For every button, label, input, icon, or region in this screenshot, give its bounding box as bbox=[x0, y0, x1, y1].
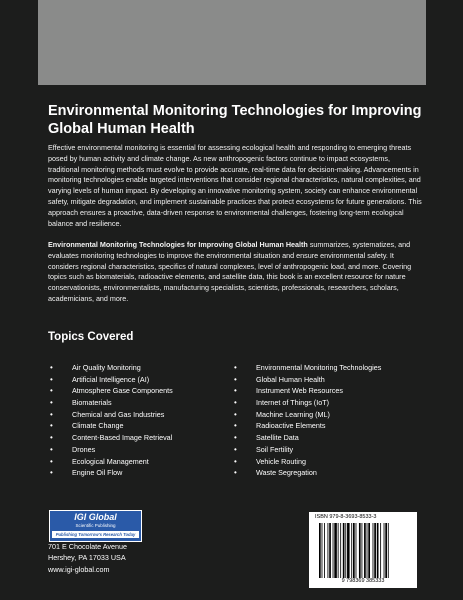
topic-item: • Internet of Things (IoT) bbox=[234, 397, 381, 409]
top-gray-band bbox=[38, 0, 426, 85]
topics-heading: Topics Covered bbox=[48, 331, 134, 343]
isbn-barcode bbox=[309, 512, 417, 588]
topic-item: • Environmental Monitoring Technologies bbox=[234, 362, 381, 374]
topics-list-left bbox=[50, 362, 173, 479]
topic-item: • Biomaterials bbox=[50, 397, 173, 409]
topic-item: • Radioactive Elements bbox=[234, 420, 381, 432]
topic-item: • Machine Learning (ML) bbox=[234, 409, 381, 421]
logo-main-text: IGI Global bbox=[74, 512, 117, 522]
isbn-text: ISBN 979-8-3693-8533-3 bbox=[315, 514, 377, 520]
summary-text: summarizes, systematizes, and evaluates monitoring technologies to improve the environmental situation and ensure environmental safety. It considers regional characteristics, specifics of natural complexes, level of anthropogenic load, and more. Covering topics such as biomaterials, radioactive elements, and satellite data, this book is an excellent resource for nature conservationists, environmentalists, manufacturing specialists, scientists, professionals, researchers, scholars, academicians, and more. bbox=[48, 240, 412, 303]
description-paragraph: Effective environmental monitoring is essential for assessing ecological health and responding to emerging threats posed by human activity and climate change. As new anthropogenic factors continue to impact ecosystems, traditional monitoring methods must evolve to provide accurate, real-time data for decision-making. Advancements in monitoring technologies enable targeted interventions that consider regional characteristics, natural complexities, and varying levels of human impact. By developing an innovative monitoring system, society can enhance environmental safety, mitigate degradation, and implement sustainable practices that protect ecosystems for future generations. This approach ensures a proactive, data-driven response to environmental challenges, fostering long-term ecological balance and resilience. bbox=[48, 143, 422, 228]
summary-bold-title: Environmental Monitoring Technologies for Improving Global Human Health bbox=[48, 240, 308, 249]
topic-item: • Climate Change bbox=[50, 420, 173, 432]
barcode-number: 9 798369 385333 bbox=[341, 578, 385, 584]
barcode-bars bbox=[319, 523, 413, 578]
address-line-2: Hershey, PA 17033 USA bbox=[48, 553, 126, 563]
topic-item: • Ecological Management bbox=[50, 456, 173, 468]
topic-item: • Satellite Data bbox=[234, 432, 381, 444]
logo-subtitle: Scientific Publishing bbox=[75, 523, 116, 528]
topic-item: • Content-Based Image Retrieval bbox=[50, 432, 173, 444]
address-line-1: 701 E Chocolate Avenue bbox=[48, 542, 127, 551]
topic-item: • Waste Segregation bbox=[234, 467, 381, 479]
topic-item: • Vehicle Routing bbox=[234, 456, 381, 468]
topics-list-right bbox=[234, 362, 381, 479]
publisher-address bbox=[48, 541, 127, 575]
publisher-logo bbox=[49, 510, 142, 542]
topic-item: • Air Quality Monitoring bbox=[50, 362, 173, 374]
topic-item: • Instrument Web Resources bbox=[234, 385, 381, 397]
summary-paragraph bbox=[48, 240, 423, 305]
topic-item: • Engine Oil Flow bbox=[50, 467, 173, 479]
logo-tagline: Publishing Tomorrow's Research Today bbox=[52, 531, 139, 538]
topic-item: • Soil Fertility bbox=[234, 444, 381, 456]
topic-item: • Global Human Health bbox=[234, 374, 381, 386]
book-title: Environmental Monitoring Technologies for Improving Global Human Health bbox=[48, 103, 422, 137]
topic-item: • Atmosphere Gase Components bbox=[50, 385, 173, 397]
topic-item: • Drones bbox=[50, 444, 173, 456]
topic-item: • Artificial Intelligence (AI) bbox=[50, 374, 173, 386]
topic-item: • Chemical and Gas Industries bbox=[50, 409, 173, 421]
website-link[interactable]: www.igi-global.com bbox=[48, 564, 110, 574]
